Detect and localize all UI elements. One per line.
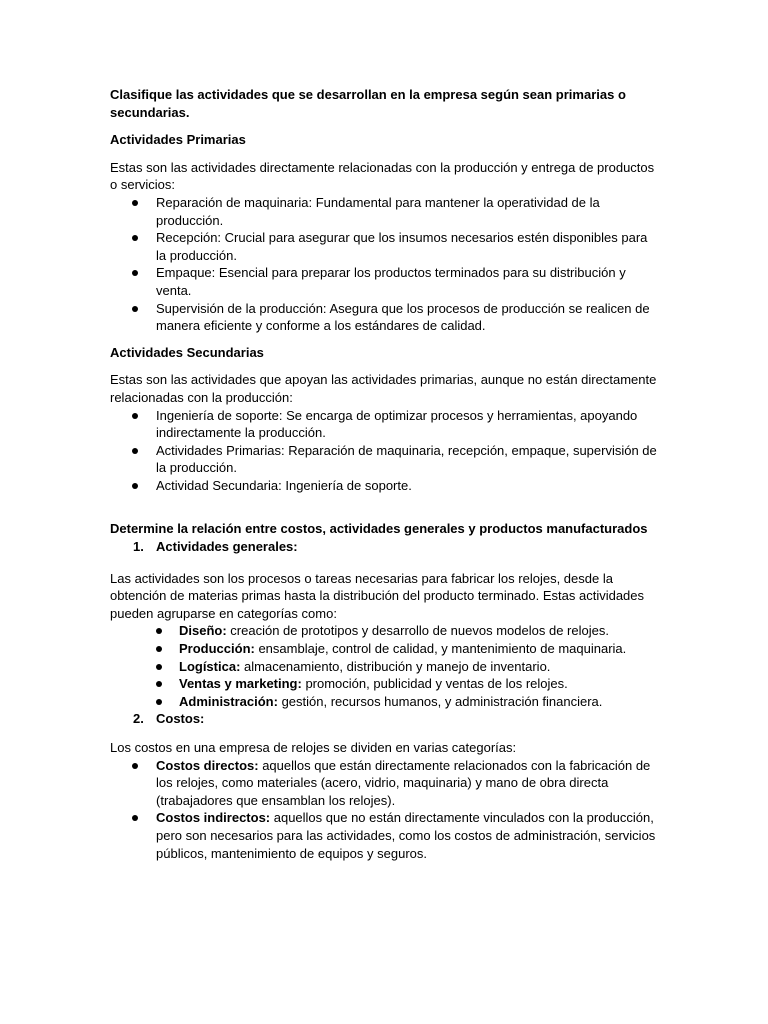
list-item: Actividad Secundaria: Ingeniería de soporte. xyxy=(110,477,658,495)
numbered-section-1 xyxy=(110,538,658,556)
bullet-icon xyxy=(132,306,138,312)
bullet-icon xyxy=(156,664,162,670)
costs-list xyxy=(110,757,658,863)
section-heading: 1. Actividades generales: xyxy=(133,539,298,555)
list-item: Empaque: Esencial para preparar los productos terminados para su distribución y venta. xyxy=(110,264,658,299)
primary-activities-list xyxy=(110,194,658,335)
section-number: 1. xyxy=(133,539,144,555)
bullet-icon xyxy=(156,681,162,687)
bullet-icon xyxy=(132,448,138,454)
list-item: Administración: gestión, recursos humanos, y administración financiera. xyxy=(110,693,658,711)
section-heading: 2. Costos: xyxy=(133,711,205,727)
question-2-title: Determine la relación entre costos, actividades generales y productos manufacturados xyxy=(110,521,648,537)
general-activities-intro: Las actividades son los procesos o tareas necesarias para fabricar los relojes, desde la obtención de materias primas hasta la distribución del producto terminado. Estas actividades pueden agruparse en categorías como: xyxy=(110,570,645,621)
list-item: Producción: ensamblaje, control de calidad, y mantenimiento de maquinaria. xyxy=(110,640,658,658)
bullet-icon xyxy=(132,270,138,276)
secondary-activities-list xyxy=(110,407,658,495)
bullet-icon xyxy=(132,763,138,769)
general-activities-list xyxy=(110,622,658,710)
secondary-activities-heading: Actividades Secundarias xyxy=(110,344,264,360)
question-1-title: Clasifique las actividades que se desarrollan en la empresa según sean primarias o secundarias. xyxy=(110,87,626,120)
numbered-section-2 xyxy=(110,710,658,728)
list-item: Diseño: creación de prototipos y desarrollo de nuevos modelos de relojes. xyxy=(110,622,658,640)
list-item: Costos indirectos: aquellos que no están directamente vinculados con la producción, pero son necesarios para las actividades, como los costos de administración, servicios públicos, mantenimiento de equipos y seguros. xyxy=(110,809,658,862)
section-number: 2. xyxy=(133,711,144,727)
costs-intro: Los costos en una empresa de relojes se dividen en varias categorías: xyxy=(110,740,517,755)
bullet-icon xyxy=(156,628,162,634)
list-item: Recepción: Crucial para asegurar que los insumos necesarios estén disponibles para la producción. xyxy=(110,229,658,264)
bullet-icon xyxy=(156,699,162,705)
list-item: Supervisión de la producción: Asegura que los procesos de producción se realicen de manera eficiente y conforme a los estándares de calidad. xyxy=(110,300,658,335)
primary-activities-heading: Actividades Primarias xyxy=(110,132,246,148)
secondary-activities-intro: Estas son las actividades que apoyan las actividades primarias, aunque no están directamente relacionadas con la producción: xyxy=(110,372,657,405)
list-item: Ventas y marketing: promoción, publicidad y ventas de los relojes. xyxy=(110,675,658,693)
list-item: Logística: almacenamiento, distribución y manejo de inventario. xyxy=(110,658,658,676)
bullet-icon xyxy=(132,200,138,206)
list-item: Costos directos: aquellos que están directamente relacionados con la fabricación de los relojes, como materiales (acero, vidrio, maquinaria) y mano de obra directa (trabajadores que ensamblan los relojes). xyxy=(110,757,658,810)
list-item: Actividades Primarias: Reparación de maquinaria, recepción, empaque, supervisión de la producción. xyxy=(110,442,658,477)
list-item: Ingeniería de soporte: Se encarga de optimizar procesos y herramientas, apoyando indirectamente la producción. xyxy=(110,407,658,442)
bullet-icon xyxy=(132,815,138,821)
primary-activities-intro: Estas son las actividades directamente relacionadas con la producción y entrega de productos o servicios: xyxy=(110,159,655,193)
document-body xyxy=(110,86,658,862)
bullet-icon xyxy=(132,483,138,489)
bullet-icon xyxy=(132,235,138,241)
bullet-icon xyxy=(156,646,162,652)
list-item: Reparación de maquinaria: Fundamental para mantener la operatividad de la producción. xyxy=(110,194,658,229)
bullet-icon xyxy=(132,413,138,419)
